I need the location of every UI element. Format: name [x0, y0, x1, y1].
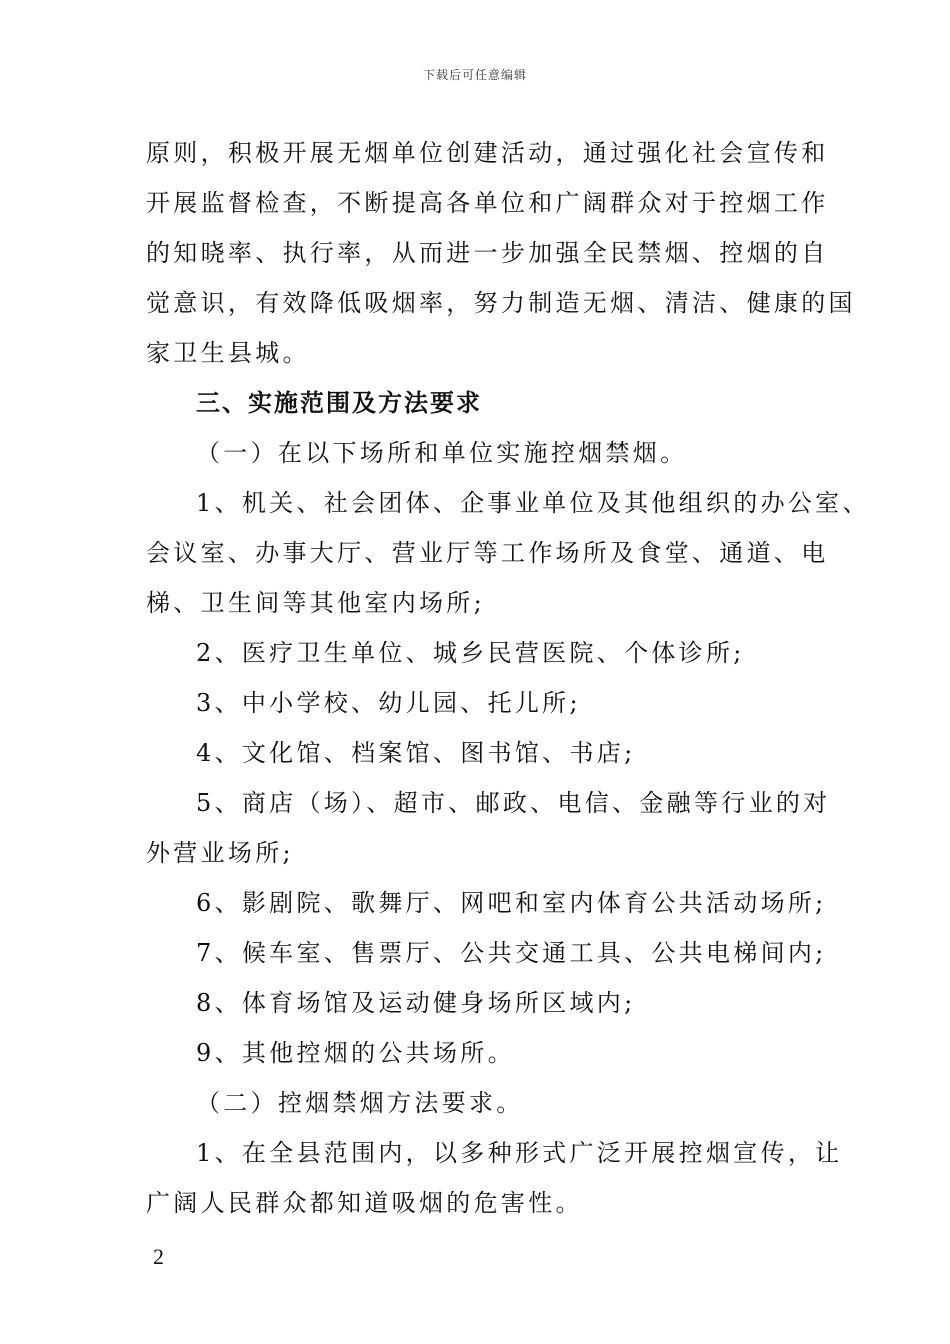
text-line: 的知晓率、执行率，从而进一步加强全民禁烟、控烟的自: [146, 239, 829, 267]
text-line: （一）在以下场所和单位实施控烟禁烟。: [196, 439, 688, 467]
text-line: 1、在全县范围内，以多种形式广泛开展控烟宣传，让: [196, 1139, 843, 1167]
text-line: 9、其他控烟的公共场所。: [196, 1039, 515, 1067]
text-line: 8、体育场馆及运动健身场所区域内;: [196, 989, 636, 1017]
text-line: 2、医疗卫生单位、城乡民营医院、个体诊所;: [196, 639, 745, 667]
page-number: 2: [153, 1244, 164, 1269]
text-line: 6、影剧院、歌舞厅、网吧和室内体育公共活动场所;: [196, 889, 827, 917]
section-heading: 三、实施范围及方法要求: [196, 388, 482, 417]
text-line: 梯、卫生间等其他室内场所;: [146, 589, 485, 617]
text-line: 家卫生县城。: [146, 339, 310, 367]
text-line: 7、候车室、售票厅、公共交通工具、公共电梯间内;: [196, 939, 827, 967]
text-line: 外营业场所;: [146, 839, 294, 867]
text-line: 会议室、办事大厅、营业厅等工作场所及食堂、通道、电: [146, 539, 829, 567]
text-line: 开展监督检查，不断提高各单位和广阔群众对于控烟工作: [146, 189, 829, 217]
text-line: 觉意识，有效降低吸烟率，努力制造无烟、清洁、健康的国: [146, 289, 856, 317]
text-line: 原则，积极开展无烟单位创建活动，通过强化社会宣传和: [146, 139, 829, 167]
text-line: 5、商店（场）、超市、邮政、电信、金融等行业的对: [196, 789, 831, 817]
text-line: （二）控烟禁烟方法要求。: [196, 1089, 524, 1117]
text-line: 广阔人民群众都知道吸烟的危害性。: [146, 1189, 583, 1217]
text-line: 3、中小学校、幼儿园、托儿所;: [196, 689, 581, 717]
text-line: 4、文化馆、档案馆、图书馆、书店;: [196, 739, 636, 767]
document-body: [146, 128, 870, 1228]
page-header: 下载后可任意编辑: [422, 68, 527, 82]
text-line: 1、机关、社会团体、企事业单位及其他组织的办公室、: [196, 489, 870, 517]
